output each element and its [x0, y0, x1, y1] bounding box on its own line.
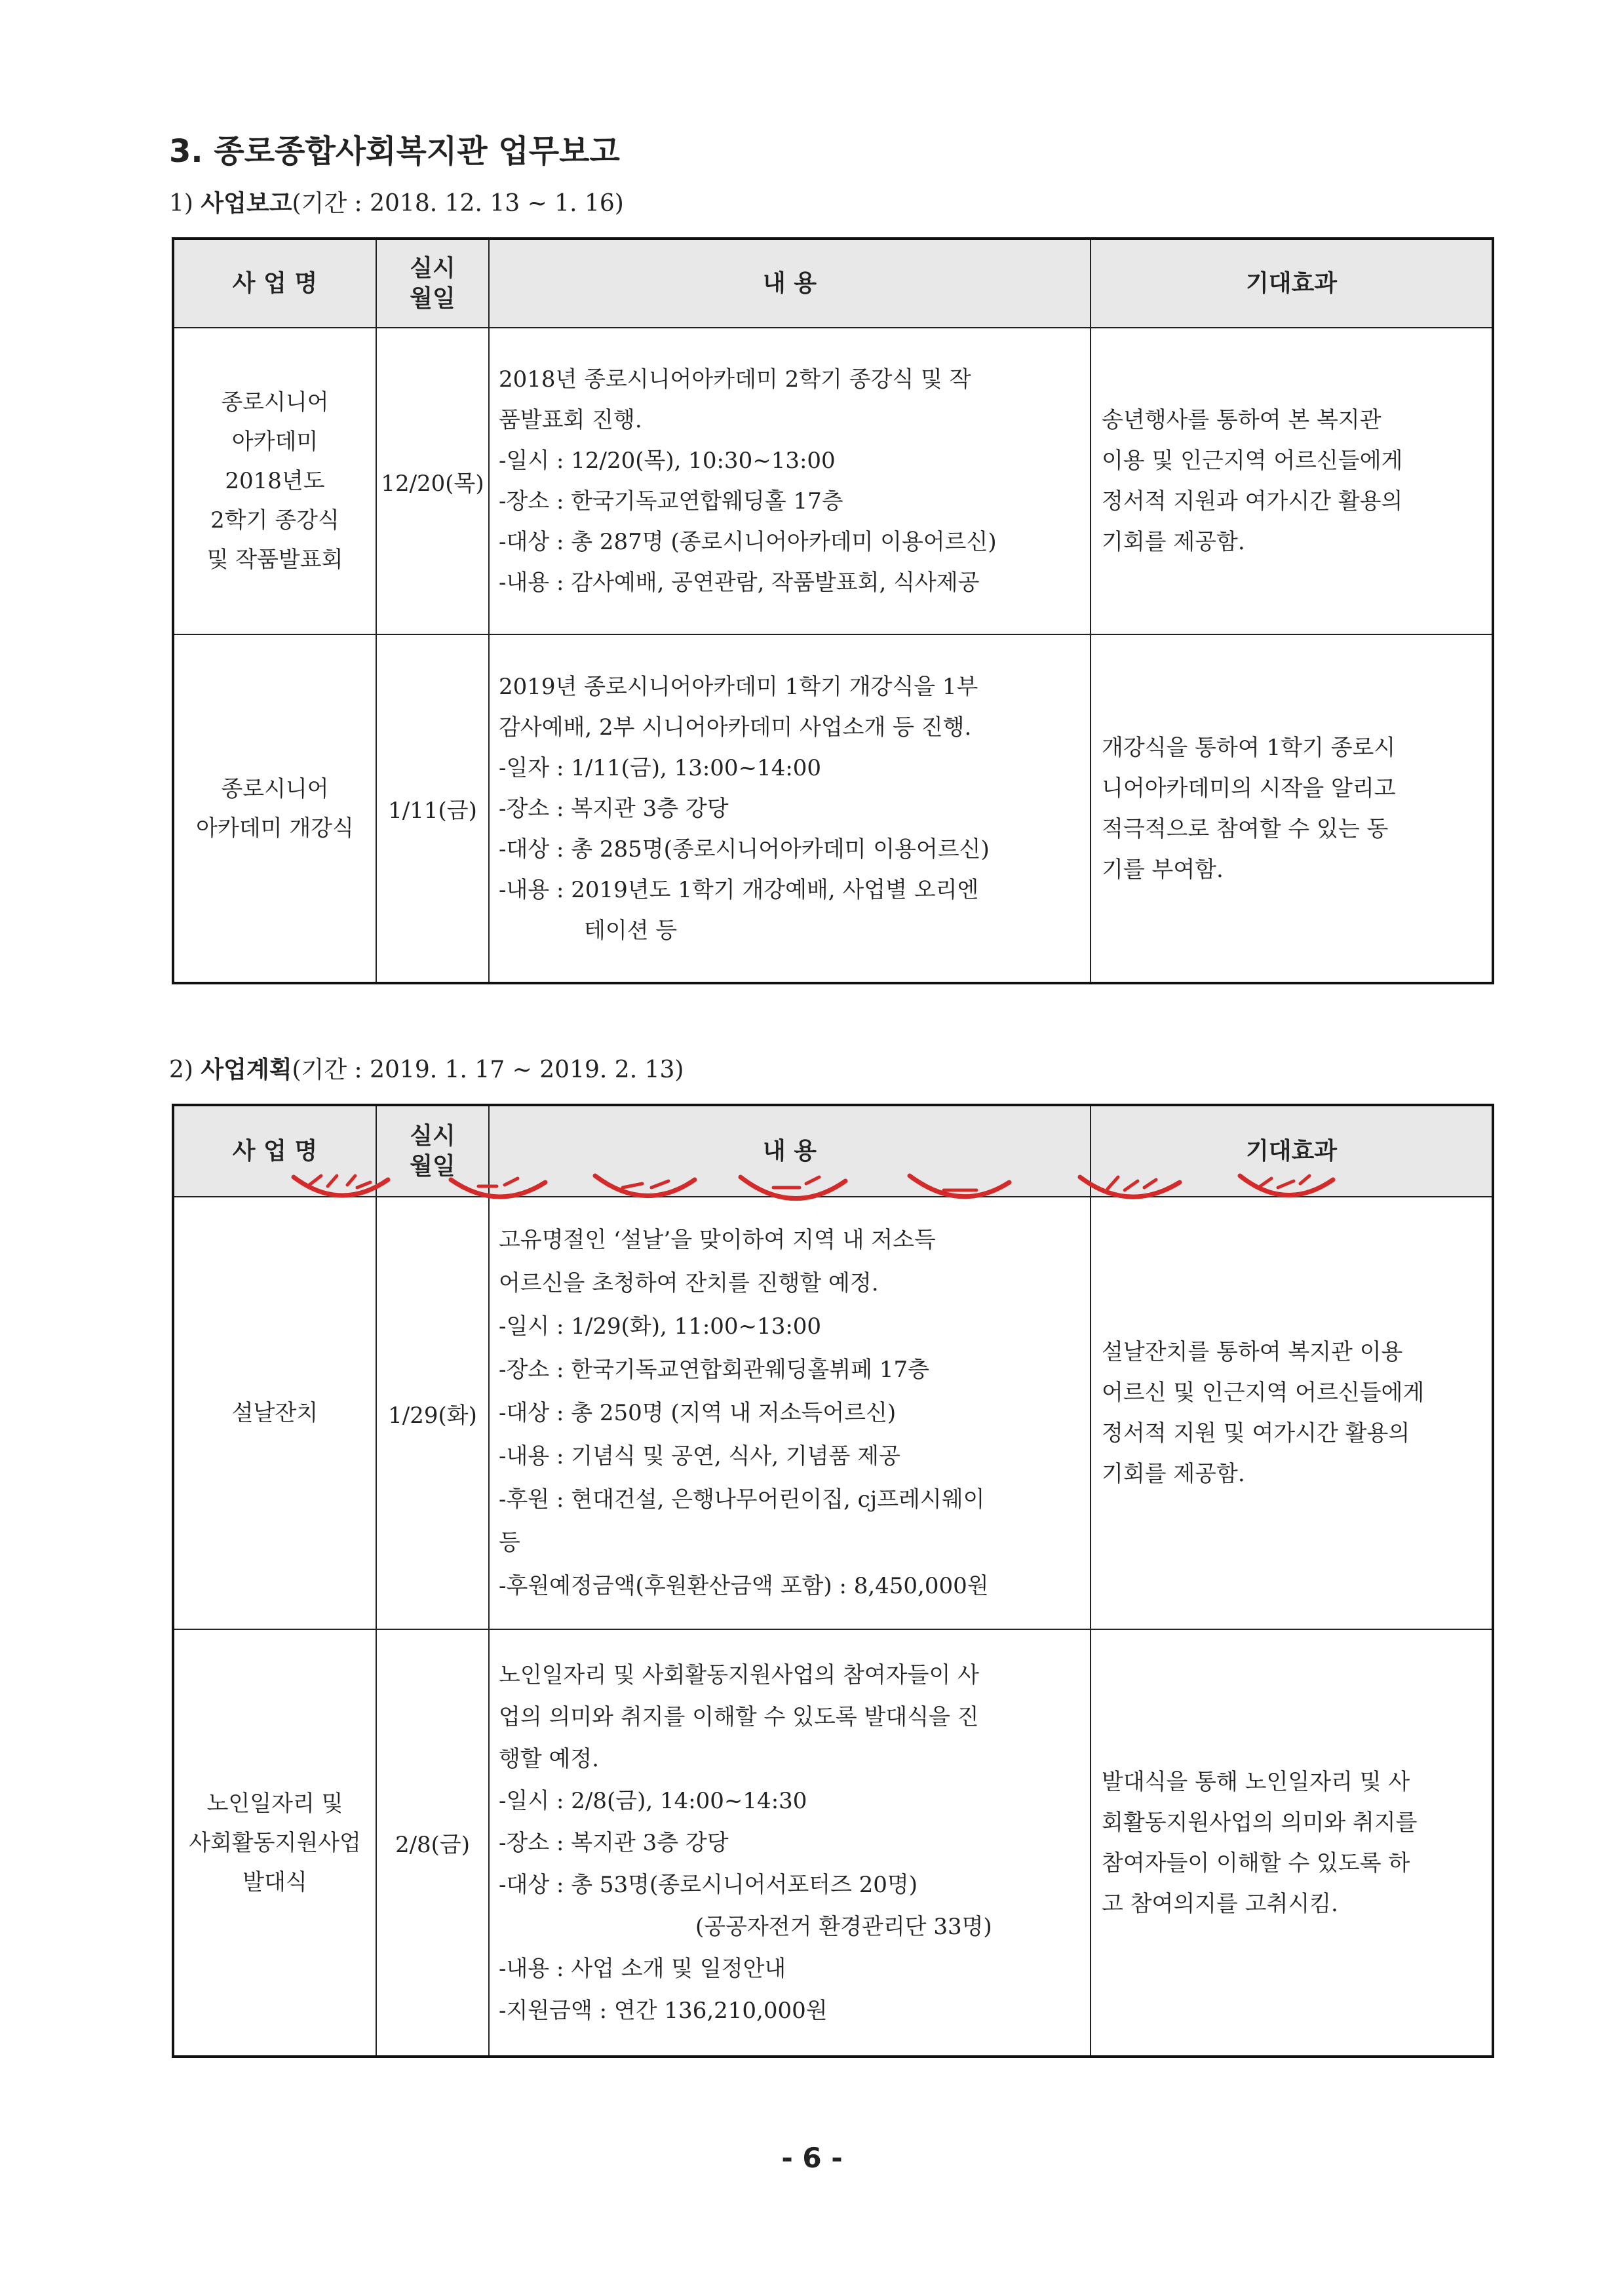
content-line: -내용 : 기념식 및 공연, 식사, 기념품 제공 [499, 1443, 900, 1469]
content-line: -내용 : 2019년도 1학기 개강예배, 사업별 오리엔 [499, 876, 979, 903]
row-date: 1/29(화) [376, 1197, 489, 1629]
header-effect: 기대효과 [1091, 1105, 1493, 1197]
content-line: -대상 : 총 250명 (지역 내 저소득어르신) [499, 1400, 897, 1426]
content-line: 2019년 종로시니어아카데미 1학기 개강식을 1부 [499, 673, 978, 700]
name-line: 설날잔치 [231, 1400, 319, 1426]
effect-line: 기회를 제공함. [1102, 529, 1245, 555]
header-date-line2: 월일 [410, 284, 455, 312]
stamp-mark [595, 1176, 695, 1196]
effect-line: 어르신 및 인근지역 어르신들에게 [1102, 1380, 1425, 1406]
effect-line: 고 참여의지를 고취시킴. [1102, 1890, 1338, 1917]
effect-line: 기회를 제공함. [1102, 1461, 1245, 1487]
name-line: 및 작품발표회 [206, 547, 343, 573]
row-date: 2/8(금) [376, 1629, 489, 2057]
effect-line: 참여자들이 이해할 수 있도록 하 [1102, 1850, 1410, 1876]
section1-number: 1) [169, 190, 193, 217]
content-line: -일시 : 1/29(화), 11:00~13:00 [499, 1313, 822, 1340]
row-date: 12/20(목) [376, 328, 489, 634]
header-date-line1: 실시 [410, 1122, 455, 1150]
name-line: 2학기 종강식 [210, 507, 339, 533]
header-date-line1: 실시 [410, 254, 455, 282]
content-line: 노인일자리 및 사회활동지원사업의 참여자들이 사 [499, 1661, 979, 1688]
section2-period: (기간 : 2019. 1. 17 ~ 2019. 2. 13) [292, 1056, 684, 1083]
content-line: 감사예배, 2부 시니어아카데미 사업소개 등 진행. [499, 714, 972, 741]
content-line: 2018년 종로시니어아카데미 2학기 종강식 및 작 [499, 366, 971, 393]
content-line: 고유명절인 ‘설날’을 맞이하여 지역 내 저소득 [499, 1227, 936, 1253]
content-line: -대상 : 총 285명(종로시니어아카데미 이용어르신) [499, 836, 990, 862]
page-number: - 6 - [781, 2142, 843, 2174]
header-date-line2: 월일 [410, 1152, 455, 1180]
name-line: 아카데미 [231, 429, 319, 455]
header-content: 내 용 [489, 1105, 1091, 1197]
content-line: -일자 : 1/11(금), 13:00~14:00 [499, 754, 822, 781]
effect-line: 정서적 지원 및 여가시간 활용의 [1102, 1420, 1410, 1446]
page-heading: 3. 종로종합사회복지관 업무보고 [169, 133, 620, 170]
content-line: -내용 : 사업 소개 및 일정안내 [499, 1955, 786, 1982]
content-line: -장소 : 복지관 3층 강당 [499, 1829, 729, 1856]
name-line: 노인일자리 및 [206, 1790, 343, 1817]
content-line: 어르신을 초청하여 잔치를 진행할 예정. [499, 1270, 879, 1296]
content-line: -대상 : 총 287명 (종로시니어아카데미 이용어르신) [499, 529, 997, 555]
header-name: 사 업 명 [173, 1105, 376, 1197]
effect-line: 송년행사를 통하여 본 복지관 [1102, 407, 1382, 433]
content-line: -일시 : 2/8(금), 14:00~14:30 [499, 1787, 807, 1814]
stamp-mark [294, 1177, 388, 1195]
content-line: 품발표회 진행. [499, 407, 642, 433]
content-line: -후원예정금액(후원환산금액 포함) : 8,450,000원 [499, 1573, 989, 1599]
content-line: -지원금액 : 연간 136,210,000원 [499, 1997, 828, 2024]
name-line: 사회활동지원사업 [189, 1829, 361, 1856]
section1-label: 사업보고 [201, 190, 292, 217]
stamp-mark [910, 1176, 1009, 1197]
effect-line: 회활동지원사업의 의미와 취지를 [1102, 1809, 1418, 1836]
effect-line: 발대식을 통해 노인일자리 및 사 [1102, 1768, 1410, 1795]
effect-line: 기를 부여함. [1102, 856, 1224, 883]
header-content: 내 용 [489, 239, 1091, 328]
section1-period: (기간 : 2018. 12. 13 ~ 1. 16) [292, 190, 624, 217]
content-line: -장소 : 복지관 3층 강당 [499, 795, 729, 822]
name-line: 종로시니어 [221, 389, 329, 416]
effect-line: 개강식을 통하여 1학기 종로시 [1102, 734, 1396, 761]
content-line: -장소 : 한국기독교연합회관웨딩홀뷔페 17층 [499, 1357, 929, 1383]
header-effect: 기대효과 [1091, 239, 1493, 328]
stamp-mark [451, 1180, 545, 1197]
content-line: -일시 : 12/20(목), 10:30~13:00 [499, 448, 836, 474]
stamp-mark [1108, 1177, 1156, 1190]
stamp-mark [478, 1178, 518, 1186]
stamp-mark [309, 1176, 370, 1188]
content-line: 등 [499, 1530, 520, 1556]
header-name: 사 업 명 [173, 239, 376, 328]
name-line: 아카데미 개강식 [196, 815, 354, 842]
stamp-mark [1258, 1176, 1309, 1188]
content-line: -대상 : 총 53명(종로시니어서포터즈 20명) [499, 1871, 918, 1898]
row-date: 1/11(금) [376, 634, 489, 983]
content-line: -후원 : 현대건설, 은행나무어린이집, cj프레시웨이 [499, 1486, 985, 1513]
effect-line: 이용 및 인근지역 어르신들에게 [1102, 448, 1403, 474]
section2-label: 사업계획 [201, 1056, 292, 1083]
effect-line: 적극적으로 참여할 수 있는 동 [1102, 815, 1389, 842]
content-line: (공공자전거 환경관리단 33명) [695, 1913, 992, 1940]
name-line: 종로시니어 [221, 775, 329, 802]
effect-line: 니어아카데미의 시작을 알리고 [1102, 775, 1396, 802]
content-line: 행할 예정. [499, 1745, 599, 1772]
effect-line: 설날잔치를 통하여 복지관 이용 [1102, 1339, 1403, 1365]
content-line: 업의 의미와 취지를 이해할 수 있도록 발대식을 진 [499, 1703, 979, 1730]
stamp-mark [773, 1177, 819, 1188]
content-line: 테이션 등 [584, 917, 678, 944]
section2-number: 2) [169, 1056, 193, 1083]
content-line: -내용 : 감사예배, 공연관람, 작품발표회, 식사제공 [499, 570, 980, 596]
name-line: 2018년도 [225, 468, 325, 494]
content-line: -장소 : 한국기독교연합웨딩홀 17층 [499, 488, 843, 514]
name-line: 발대식 [242, 1869, 307, 1895]
effect-line: 정서적 지원과 여가시간 활용의 [1102, 488, 1403, 514]
stamp-mark [623, 1181, 668, 1188]
